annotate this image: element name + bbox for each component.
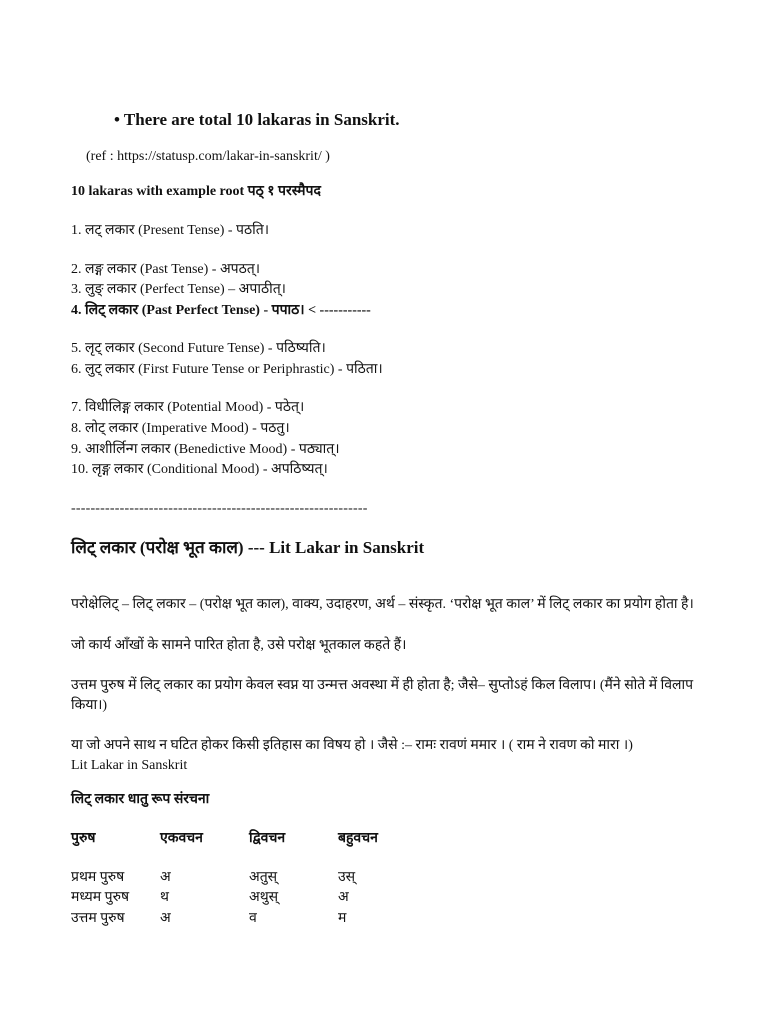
- table-cell: अतुस्: [249, 870, 278, 885]
- table-cell: उस्: [338, 870, 356, 885]
- reference-link-text: (ref : https://statusp.com/lakar-in-sanskrit/ ): [86, 149, 330, 164]
- paragraph: उत्तम पुरुष में लिट् लकार का प्रयोग केवल स्वप्न या उन्मत्त अवस्था में ही होता है; जैसे– सुप्तोऽहं किल विलाप। (मैंने सोते में विलाप किया।): [71, 678, 694, 713]
- table-header-cell: द्विवचन: [249, 831, 286, 846]
- lakara-item: 10. लृङ्ग लकार (Conditional Mood) - अपठिष्यत्।: [71, 462, 328, 477]
- paragraph: Lit Lakar in Sanskrit: [71, 758, 188, 773]
- table-header-cell: एकवचन: [160, 831, 203, 846]
- table-cell: अ: [338, 890, 349, 905]
- divider-line: -------------------------------------------------------------: [71, 501, 368, 516]
- lakara-item: 5. लृट् लकार (Second Future Tense) - पठिष्यति।: [71, 341, 326, 356]
- table-cell: उत्तम पुरुष: [71, 911, 125, 926]
- lakara-item: 9. आशीर्लिन्ग लकार (Benedictive Mood) - पठ्यात्।: [71, 442, 340, 457]
- table-cell: अ: [160, 870, 171, 885]
- table-header-cell: बहुवचन: [338, 831, 378, 846]
- lakara-item: 8. लोट् लकार (Imperative Mood) - पठतु।: [71, 421, 290, 436]
- table-cell: म: [338, 911, 347, 926]
- paragraph: या जो अपने साथ न घटित होकर किसी इतिहास का विषय हो । जैसे :– रामः रावणं ममार । ( राम ने रावण को मारा ।): [71, 738, 633, 753]
- table-cell: थ: [160, 890, 169, 905]
- paragraph: जो कार्य आँखों के सामने पारित होता है, उसे परोक्ष भूतकाल कहते हैं।: [71, 638, 407, 653]
- table-row: [71, 868, 431, 888]
- lakara-item: 1. लट् लकार (Present Tense) - पठति।: [71, 223, 270, 238]
- intro-heading: • There are total 10 lakaras in Sanskrit.: [114, 110, 400, 129]
- lakara-item: 3. लुङ् लकार (Perfect Tense) – अपाठीत्।: [71, 282, 286, 297]
- table-row: [71, 888, 431, 908]
- lakara-item: 6. लुट् लकार (First Future Tense or Periphrastic) - पठिता।: [71, 362, 383, 377]
- lakaras-subheading: 10 lakaras with example root पठ् १ परस्मैपद: [71, 184, 321, 199]
- table-cell: मध्यम पुरुष: [71, 890, 130, 905]
- lakara-item: 7. विधीलिङ्ग लकार (Potential Mood) - पठेत्।: [71, 400, 305, 415]
- table-cell: व: [249, 911, 257, 926]
- paragraph: परोक्षेलिट् – लिट् लकार – (परोक्ष भूत काल), वाक्य, उदाहरण, अर्थ – संस्कृत. ‘परोक्ष भूत काल’ में लिट् लकार का प्रयोग होता है।: [71, 597, 694, 612]
- table-cell: प्रथम पुरुष: [71, 870, 125, 885]
- table-header-cell: पुरुष: [71, 831, 96, 846]
- table-row: [71, 909, 431, 929]
- table-title: लिट् लकार धातु रूप संरचना: [71, 792, 210, 807]
- section-title: लिट् लकार (परोक्ष भूत काल) --- Lit Lakar in Sanskrit: [71, 538, 425, 557]
- table-header-row: [71, 829, 431, 849]
- lakara-item: 2. लङ्ग लकार (Past Tense) - अपठत्।: [71, 262, 261, 277]
- lakara-item-highlighted: 4. लिट् लकार (Past Perfect Tense) - पपाठ। < -----------: [71, 303, 371, 318]
- table-cell: अ: [160, 911, 171, 926]
- table-cell: अथुस्: [249, 890, 279, 905]
